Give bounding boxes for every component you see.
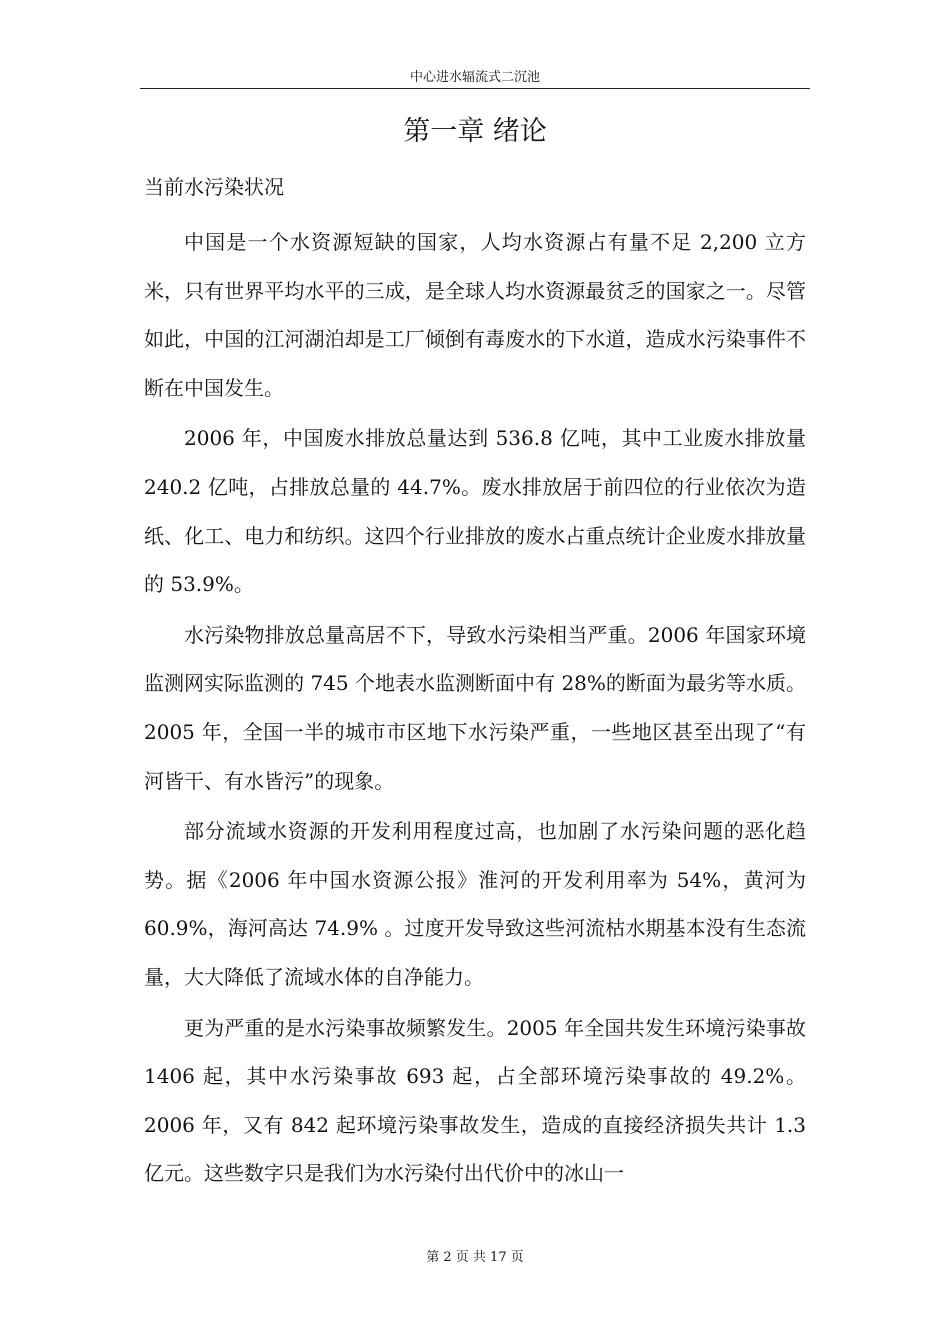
section-heading: 当前水污染状况 [144,175,284,199]
header-rule [140,88,810,89]
body-text [144,218,806,1200]
paragraph-4: 部分流域水资源的开发利用程度过高，也加剧了水污染问题的恶化趋势。据《2006 年中国水资源公报》淮河的开发利用率为 54%，黄河为 60.9%，海河高达 74.9% 。过度开发导致这些河流枯水期基本没有生态流量，大大降低了流域水体的自净能力。 [144,819,806,989]
paragraph-2: 2006 年，中国废水排放总量达到 536.8 亿吨，其中工业废水排放量 240.2 亿吨，占排放总量的 44.7%。废水排放居于前四位的行业依次为造纸、化工、电力和纺织。这四个行业排放的废水占重点统计企业废水排放量的 53.9%。 [144,426,806,597]
paragraph-3: 水污染物排放总量高居不下，导致水污染相当严重。2006 年国家环境监测网实际监测的 745 个地表水监测断面中有 28%的断面为最劣等水质。2005 年，全国一半的城市市区地下水污染严重，一些地区甚至出现了“有河皆干、有水皆污”的现象。 [144,622,806,793]
paragraph-1: 中国是一个水资源短缺的国家，人均水资源占有量不足 2,200 立方米，只有世界平均水平的三成，是全球人均水资源最贫乏的国家之一。尽管如此，中国的江河湖泊却是工厂倾倒有毒废水的下水道，造成水污染事件不断在中国发生。 [144,230,806,400]
chapter-title: 第一章 绪论 [403,116,547,147]
running-header: 中心进水辐流式二沉池 [409,70,540,85]
paragraph-5: 更为严重的是水污染事故频繁发生。2005 年全国共发生环境污染事故 1406 起，其中水污染事故 693 起，占全部环境污染事故的 49.2%。2006 年，又有 842 起环境污染事故发生，造成的直接经济损失共计 1.3 亿元。这些数字只是我们为水污染付出代价中的冰山一 [144,1015,806,1186]
page-footer: 第 2 页 共 17 页 [426,1250,524,1265]
